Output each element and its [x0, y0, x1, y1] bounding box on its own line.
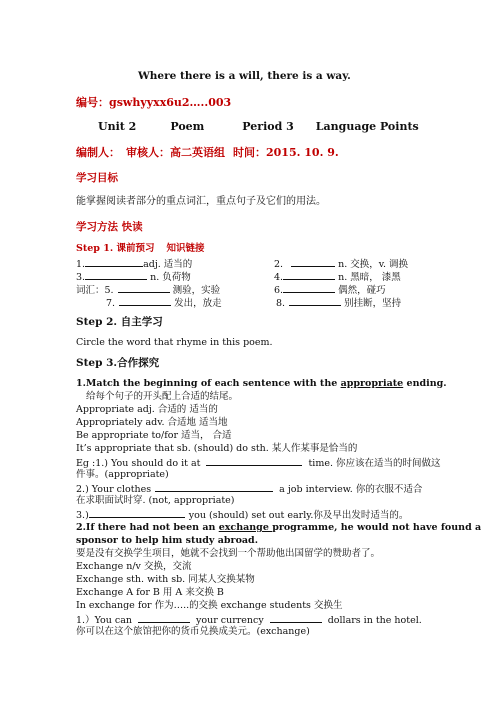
- answer-blank[interactable]: [206, 456, 302, 466]
- e1-text-c: dollars in the hotel.: [327, 615, 422, 626]
- vocab-num: 7.: [106, 298, 116, 309]
- time-label: 时间：2015. 10. 9.: [233, 146, 339, 159]
- vocab-num: 6.: [274, 285, 284, 296]
- eg3-text-a: 3.): [76, 510, 89, 521]
- unit-label: Unit 2: [98, 120, 137, 133]
- vocab-row-3b: [274, 283, 386, 297]
- item2-eg1: [76, 613, 422, 627]
- answer-blank[interactable]: [119, 296, 171, 306]
- item1-heading-a: 1.Match the beginning of each sentence with the: [76, 378, 341, 389]
- vocab-meaning: 发出，放走: [174, 298, 222, 309]
- item1-heading-keyword: appropriate: [340, 378, 404, 389]
- period-label: Period 3: [242, 120, 294, 133]
- item2-line1: Exchange n/v 交换，交流: [76, 561, 192, 572]
- eg1-text-b: time. 你应该在适当的时间做这: [308, 458, 441, 469]
- step2-text: Circle the word that rhyme in this poem.: [76, 337, 273, 348]
- item1-cn: 给每个句子的开头配上合适的结尾。: [86, 391, 239, 402]
- vocab-meaning: 测验，实验: [172, 285, 221, 296]
- answer-blank[interactable]: [85, 270, 147, 280]
- vocab-meaning: 别挂断，坚持: [344, 298, 402, 309]
- item1-line3: Be appropriate to/for 适当， 合适: [76, 430, 232, 441]
- answer-blank[interactable]: [283, 283, 335, 293]
- vocab-row-2: [76, 270, 191, 284]
- vocab-row-1: [76, 257, 192, 271]
- editor-label: 编制人：: [76, 146, 120, 159]
- answer-blank[interactable]: [89, 508, 185, 518]
- goal-title: 学习目标: [76, 172, 118, 184]
- item1-eg1-cont: 件事。(appropriate): [76, 469, 169, 480]
- vocab-num: 1.: [76, 259, 86, 270]
- step2-title: Step 2. 自主学习: [76, 316, 163, 328]
- item2-line4: In exchange for 作为…..的交换 exchange students 交换生: [76, 600, 343, 611]
- item2-cn: 要是没有交换学生项目，她就不会找到一个帮助他出国留学的赞助者了。: [76, 548, 381, 559]
- compile-line: [76, 147, 339, 159]
- step1-label: Step 1. 课前预习: [76, 243, 155, 254]
- kind-label: Language Points: [315, 120, 419, 133]
- e1-text-b: your currency: [195, 615, 264, 626]
- answer-blank[interactable]: [155, 482, 273, 492]
- answer-blank[interactable]: [289, 296, 341, 306]
- vocab-row-2b: [274, 270, 401, 284]
- vocab-num: 词汇：5.: [76, 285, 114, 296]
- item2-heading-b: programme, he would not have found a: [272, 522, 482, 533]
- vocab-meaning: 偶然，碰巧: [338, 285, 386, 296]
- answer-blank[interactable]: [270, 613, 322, 623]
- item2-heading: [76, 522, 481, 534]
- step3-title: Step 3.合作探究: [76, 357, 160, 369]
- item1-line4: It’s appropriate that sb. (should) do sth. 某人作某事是恰当的: [76, 443, 358, 454]
- item1-eg1: [76, 456, 441, 470]
- vocab-meaning: n. 负荷物: [150, 272, 191, 283]
- eg2-text-b: a job interview. 你的衣服不适合: [279, 484, 423, 495]
- item2-heading-a: 2.If there had not been an: [76, 522, 219, 533]
- unit-line: [98, 121, 419, 133]
- answer-blank[interactable]: [283, 270, 335, 280]
- vocab-meaning: n. 黑暗， 漆黑: [338, 272, 401, 283]
- item1-eg3: [76, 508, 408, 522]
- answer-blank[interactable]: [291, 257, 335, 267]
- reviewer-label: 审核人：高二英语组: [126, 146, 225, 159]
- eg2-text-a: 2.) Your clothes: [76, 484, 152, 495]
- motto: Where there is a will, there is a way.: [138, 70, 351, 82]
- goal-text: 能掌握阅读者部分的重点词汇，重点句子及它们的用法。: [76, 196, 326, 207]
- item2-heading-keyword: exchange: [218, 522, 273, 533]
- vocab-num: 4.: [274, 272, 284, 283]
- item1-eg2: [76, 482, 422, 496]
- vocab-num: 8.: [276, 298, 286, 309]
- step1-link-label: 知识链接: [166, 243, 205, 254]
- item2-heading-cont: sponsor to help him study abroad.: [76, 535, 259, 546]
- step1-title: [76, 243, 204, 255]
- method-title: 学习方法 快读: [76, 221, 143, 233]
- vocab-row-1b: [274, 257, 408, 271]
- item2-eg1-cn: 你可以在这个旅馆把你的货币兑换成美元。(exchange): [76, 626, 310, 637]
- eg3-text-b: you (should) set out early.你及早出发时适当的。: [188, 510, 409, 521]
- answer-blank[interactable]: [118, 283, 170, 293]
- vocab-meaning: adj. 适当的: [143, 259, 193, 270]
- item1-line1: Appropriate adj. 合适的 适当的: [76, 404, 218, 415]
- item1-line2: Appropriately adv. 合适地 适当地: [76, 417, 228, 428]
- topic-label: Poem: [170, 120, 205, 133]
- vocab-meaning: n. 交换，v. 调换: [338, 259, 409, 270]
- eg1-text-a: Eg :1.) You should do it at: [76, 458, 201, 469]
- item1-heading: [76, 378, 447, 390]
- item2-line3: Exchange A for B 用 A 来交换 B: [76, 587, 224, 598]
- doc-code: 编号：gswhyyxx6u2…..003: [76, 96, 232, 109]
- vocab-num: 3.: [76, 272, 86, 283]
- vocab-num: 2.: [274, 259, 284, 270]
- answer-blank[interactable]: [85, 257, 143, 267]
- answer-blank[interactable]: [138, 613, 190, 623]
- item1-eg2-cont: 在求职面试时穿. (not, appropriate): [76, 495, 235, 506]
- vocab-row-4: [106, 296, 222, 310]
- e1-text-a: 1.）You can: [76, 615, 132, 626]
- item1-heading-b: ending.: [403, 378, 447, 389]
- vocab-row-4b: [276, 296, 401, 310]
- vocab-row-3: [76, 283, 220, 297]
- item2-line2: Exchange sth. with sb. 同某人交换某物: [76, 574, 255, 585]
